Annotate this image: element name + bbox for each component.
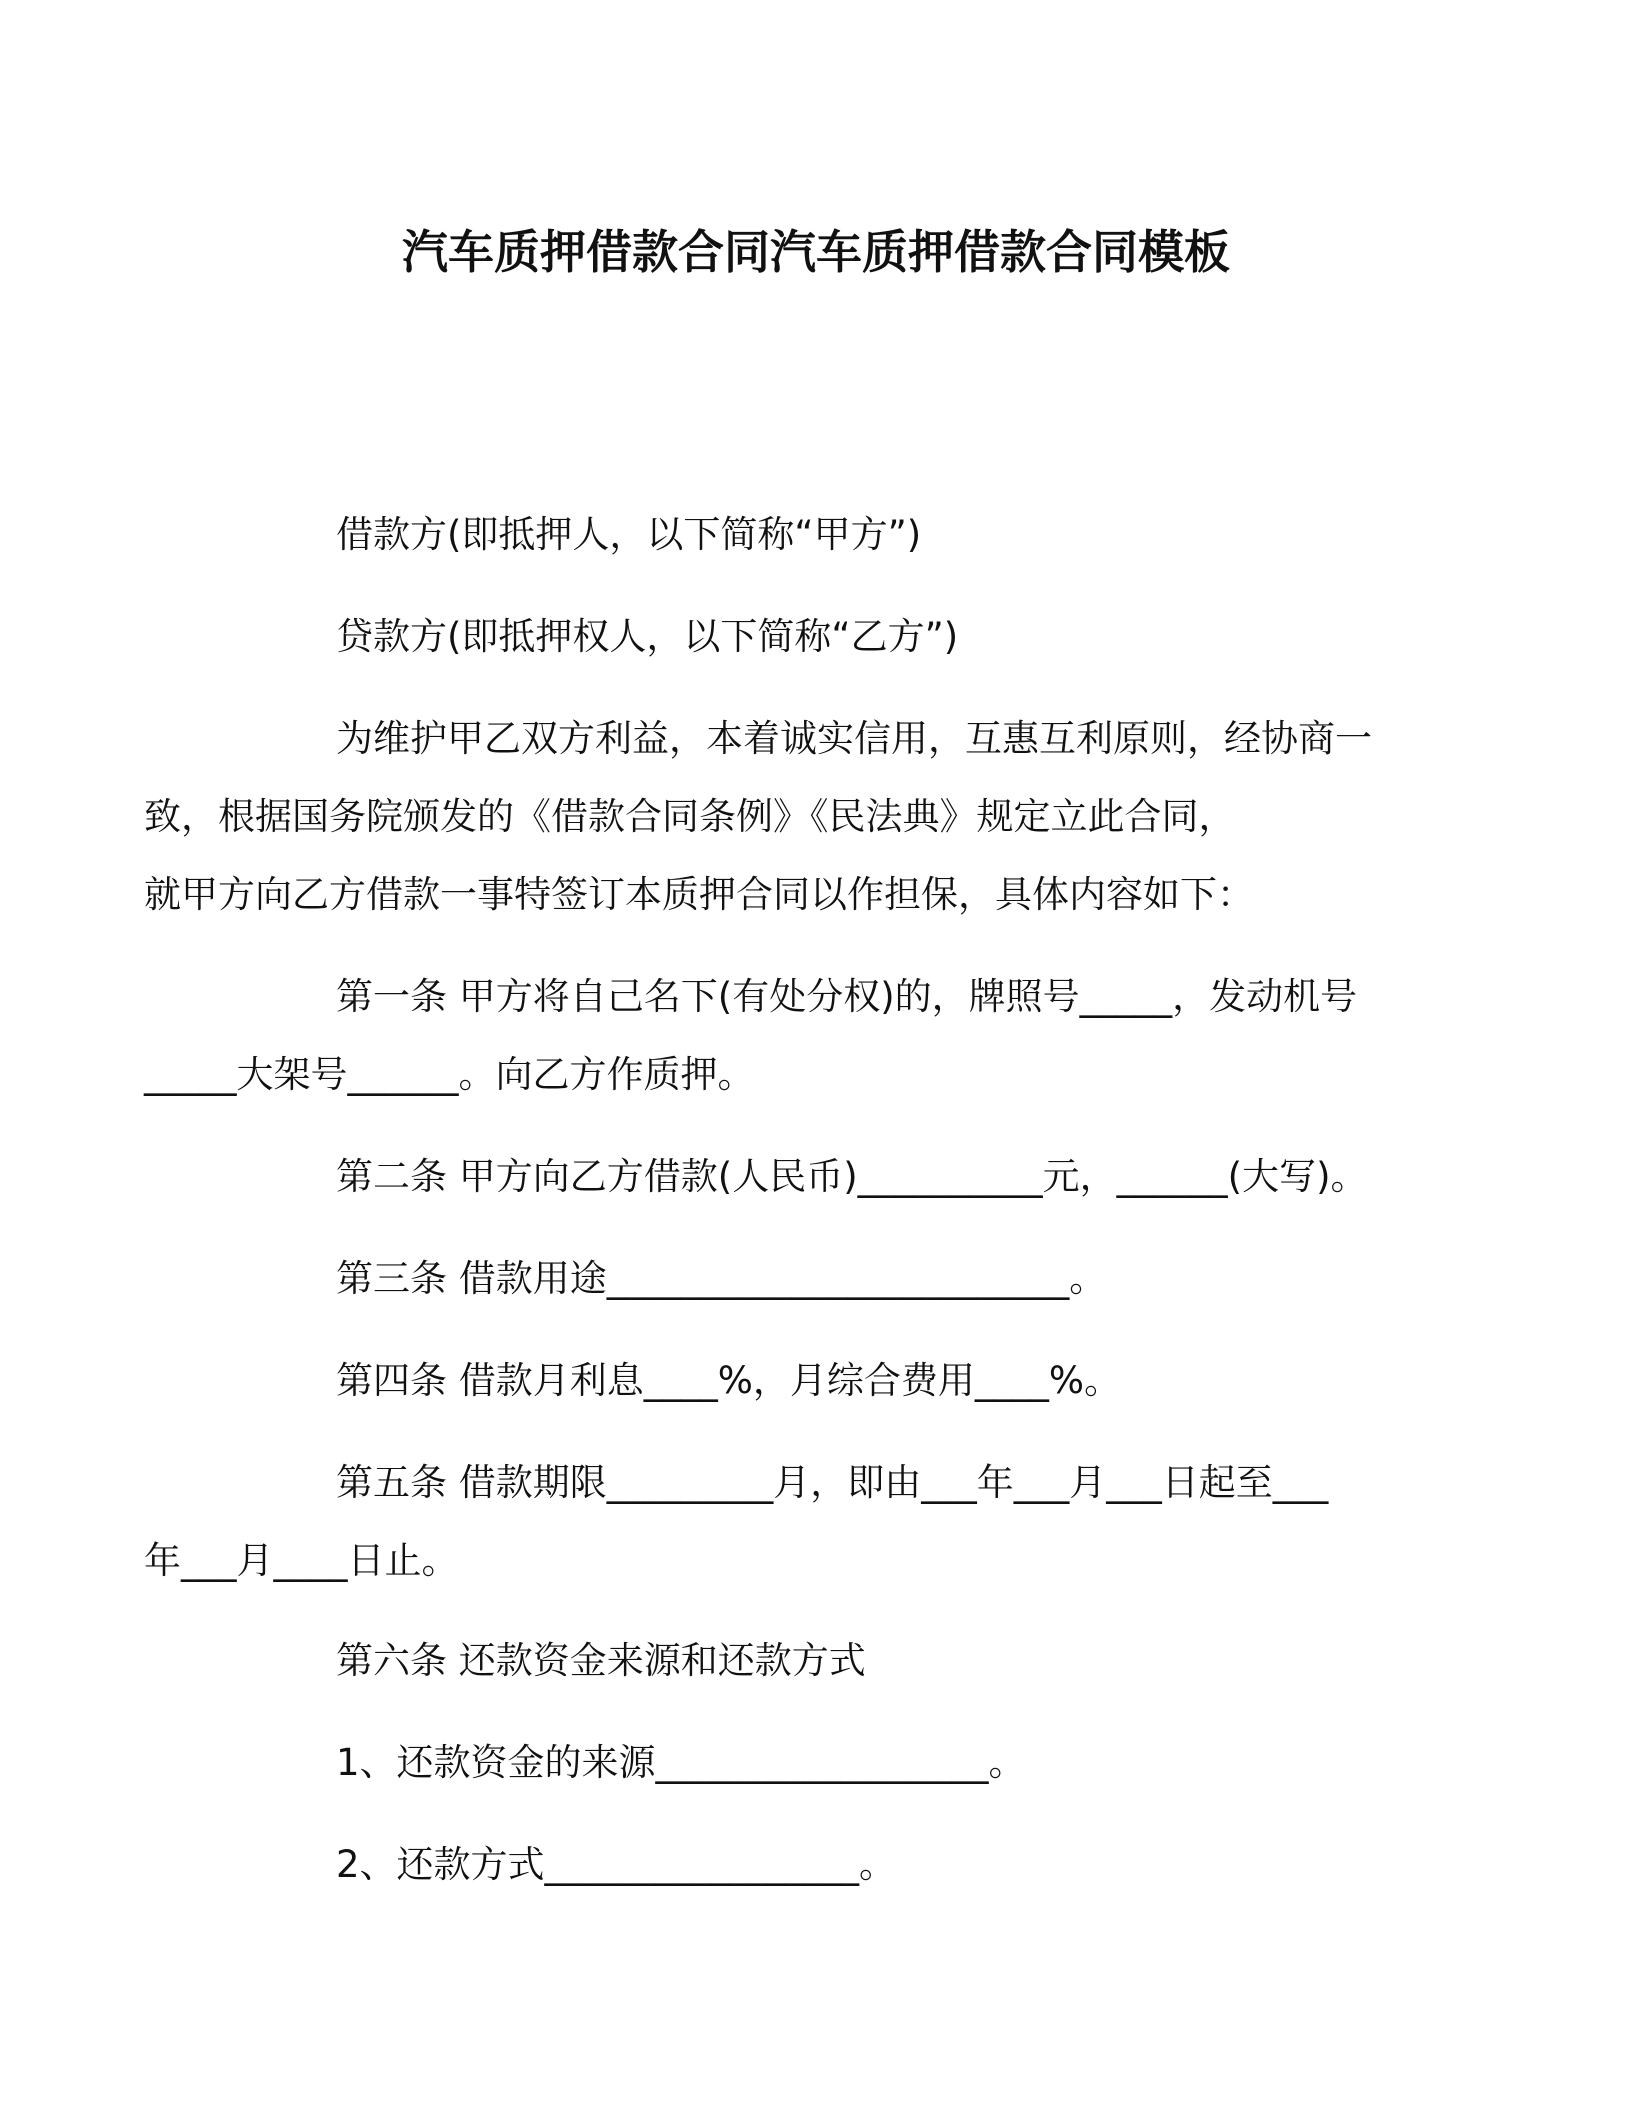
article-3 bbox=[240, 1240, 1392, 1318]
paragraph-lender bbox=[240, 598, 1392, 676]
article-6-item-1 bbox=[240, 1724, 1392, 1802]
article-6 bbox=[240, 1622, 1392, 1700]
paragraph-line: 第三条 借款用途_________________________。 bbox=[336, 1257, 1107, 1300]
article-4 bbox=[240, 1342, 1392, 1420]
paragraph-line: 第六条 还款资金来源和还款方式 bbox=[336, 1639, 866, 1682]
paragraph-preamble bbox=[144, 700, 1392, 934]
paragraph-line: 就甲方向乙方借款一事特签订本质押合同以作担保，具体内容如下： bbox=[144, 873, 1254, 916]
paragraph-line: 2、还款方式_________________。 bbox=[336, 1843, 897, 1886]
paragraph-borrower bbox=[240, 496, 1392, 574]
article-2 bbox=[240, 1138, 1392, 1216]
article-6-item-2 bbox=[240, 1826, 1392, 1904]
article-5 bbox=[144, 1444, 1392, 1600]
paragraph-line: 第四条 借款月利息____%，月综合费用____%。 bbox=[336, 1359, 1122, 1402]
paragraph-line: 第一条 甲方将自己名下(有处分权)的，牌照号_____，发动机号 bbox=[336, 975, 1358, 1018]
document-title: 汽车质押借款合同汽车质押借款合同模板 bbox=[402, 225, 1230, 279]
article-1 bbox=[144, 958, 1392, 1114]
paragraph-line: 第五条 借款期限_________月，即由___年___月___日起至___ bbox=[336, 1461, 1329, 1504]
paragraph-line: 为维护甲乙双方利益，本着诚实信用，互惠互利原则，经协商一 bbox=[336, 717, 1372, 760]
paragraph-line: 借款方(即抵押人，以下简称“甲方”) bbox=[336, 513, 922, 556]
paragraph-line: 1、还款资金的来源__________________。 bbox=[336, 1741, 1026, 1784]
paragraph-line: 贷款方(即抵押权人，以下简称“乙方”) bbox=[336, 615, 959, 658]
paragraph-line: 致，根据国务院颁发的《借款合同条例》《民法典》规定立此合同， bbox=[144, 795, 1236, 838]
paragraph-line: _____大架号______。向乙方作质押。 bbox=[144, 1053, 755, 1096]
paragraph-line: 年___月____日止。 bbox=[144, 1539, 459, 1582]
paragraph-line: 第二条 甲方向乙方借款(人民币)__________元，______(大写)。 bbox=[336, 1155, 1368, 1198]
